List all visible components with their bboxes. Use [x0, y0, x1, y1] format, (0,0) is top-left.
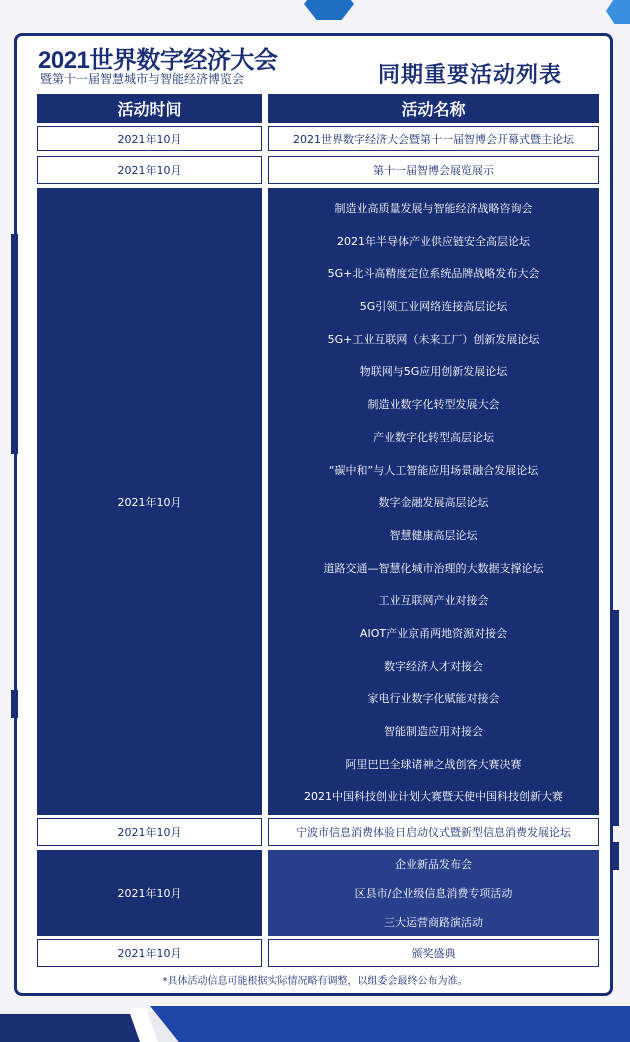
table-cell-name: 宁波市信息消费体验日启动仪式暨新型信息消费发展论坛 [268, 818, 599, 846]
column-header-name: 活动名称 [268, 94, 599, 123]
table-cell-name: 2021世界数字经济大会暨第十一届智博会开幕式暨主论坛 [268, 126, 599, 151]
hexagon-decoration [304, 0, 354, 20]
list-item: 智能制造应用对接会 [384, 725, 483, 738]
list-item: 物联网与5G应用创新发展论坛 [359, 365, 508, 379]
list-item: 三大运营商路演活动 [384, 915, 483, 929]
list-item: 制造业数字化转型发展大会 [367, 398, 500, 412]
table-cell-name-list [268, 850, 599, 936]
footnote: *具体活动信息可能根据实际情况略有调整，以组委会最终公布为准。 [162, 976, 468, 987]
table-cell-name: 第十一届智博会展览展示 [268, 156, 599, 184]
event-subtitle: 暨第十一届智慧城市与智能经济博览会 [40, 72, 245, 86]
list-title: 同期重要活动列表 [378, 63, 563, 88]
side-accent-bar [612, 842, 619, 870]
list-item: 产业数字化转型高层论坛 [373, 430, 494, 444]
table-cell-name-list [268, 188, 599, 815]
list-item: 数字经济人才对接会 [384, 659, 483, 673]
list-item: 区县市/企业级信息消费专项活动 [354, 886, 513, 900]
list-item: 5G+工业互联网（未来工厂）创新发展论坛 [327, 332, 540, 346]
table-cell-time: 2021年10月 [37, 156, 262, 184]
list-item: AIOT产业京甬两地资源对接会 [359, 626, 508, 640]
side-accent-bar [11, 690, 18, 718]
list-item: 2021中国科技创业计划大赛暨天使中国科技创新大赛 [304, 790, 563, 804]
list-item: 智慧健康高层论坛 [389, 528, 478, 542]
column-header-time: 活动时间 [37, 94, 262, 123]
list-item: 5G+北斗高精度定位系统品牌战略发布大会 [327, 267, 540, 281]
table-cell-time: 2021年10月 [37, 126, 262, 151]
list-item: 道路交通—智慧化城市治理的大数据支撑论坛 [323, 561, 544, 575]
event-title: 2021世界数字经济大会 [38, 47, 278, 74]
list-item: 制造业高质量发展与智能经济战略咨询会 [334, 202, 533, 215]
side-accent-bar [11, 234, 18, 454]
table-cell-time: 2021年10月 [37, 850, 262, 936]
footer-stripe [150, 1006, 630, 1042]
side-accent-bar [612, 610, 619, 826]
list-item: 5G引领工业网络连接高层论坛 [359, 300, 508, 314]
table-cell-time: 2021年10月 [37, 939, 262, 967]
hexagon-decoration [606, 0, 630, 24]
list-item: 阿里巴巴全球诸神之战创客大赛决赛 [345, 757, 522, 771]
footer-stripe [0, 1014, 145, 1042]
list-item: 企业新品发布会 [395, 857, 472, 871]
list-item: 工业互联网产业对接会 [378, 594, 489, 608]
table-cell-time: 2021年10月 [37, 188, 262, 815]
list-item: 数字金融发展高层论坛 [378, 496, 489, 510]
list-item: 2021年半导体产业供应链安全高层论坛 [337, 234, 530, 248]
list-item: “碳中和”与人工智能应用场景融合发展论坛 [328, 463, 539, 477]
table-cell-time: 2021年10月 [37, 818, 262, 846]
list-item: 家电行业数字化赋能对接会 [367, 692, 500, 706]
table-cell-name: 颁奖盛典 [268, 939, 599, 967]
